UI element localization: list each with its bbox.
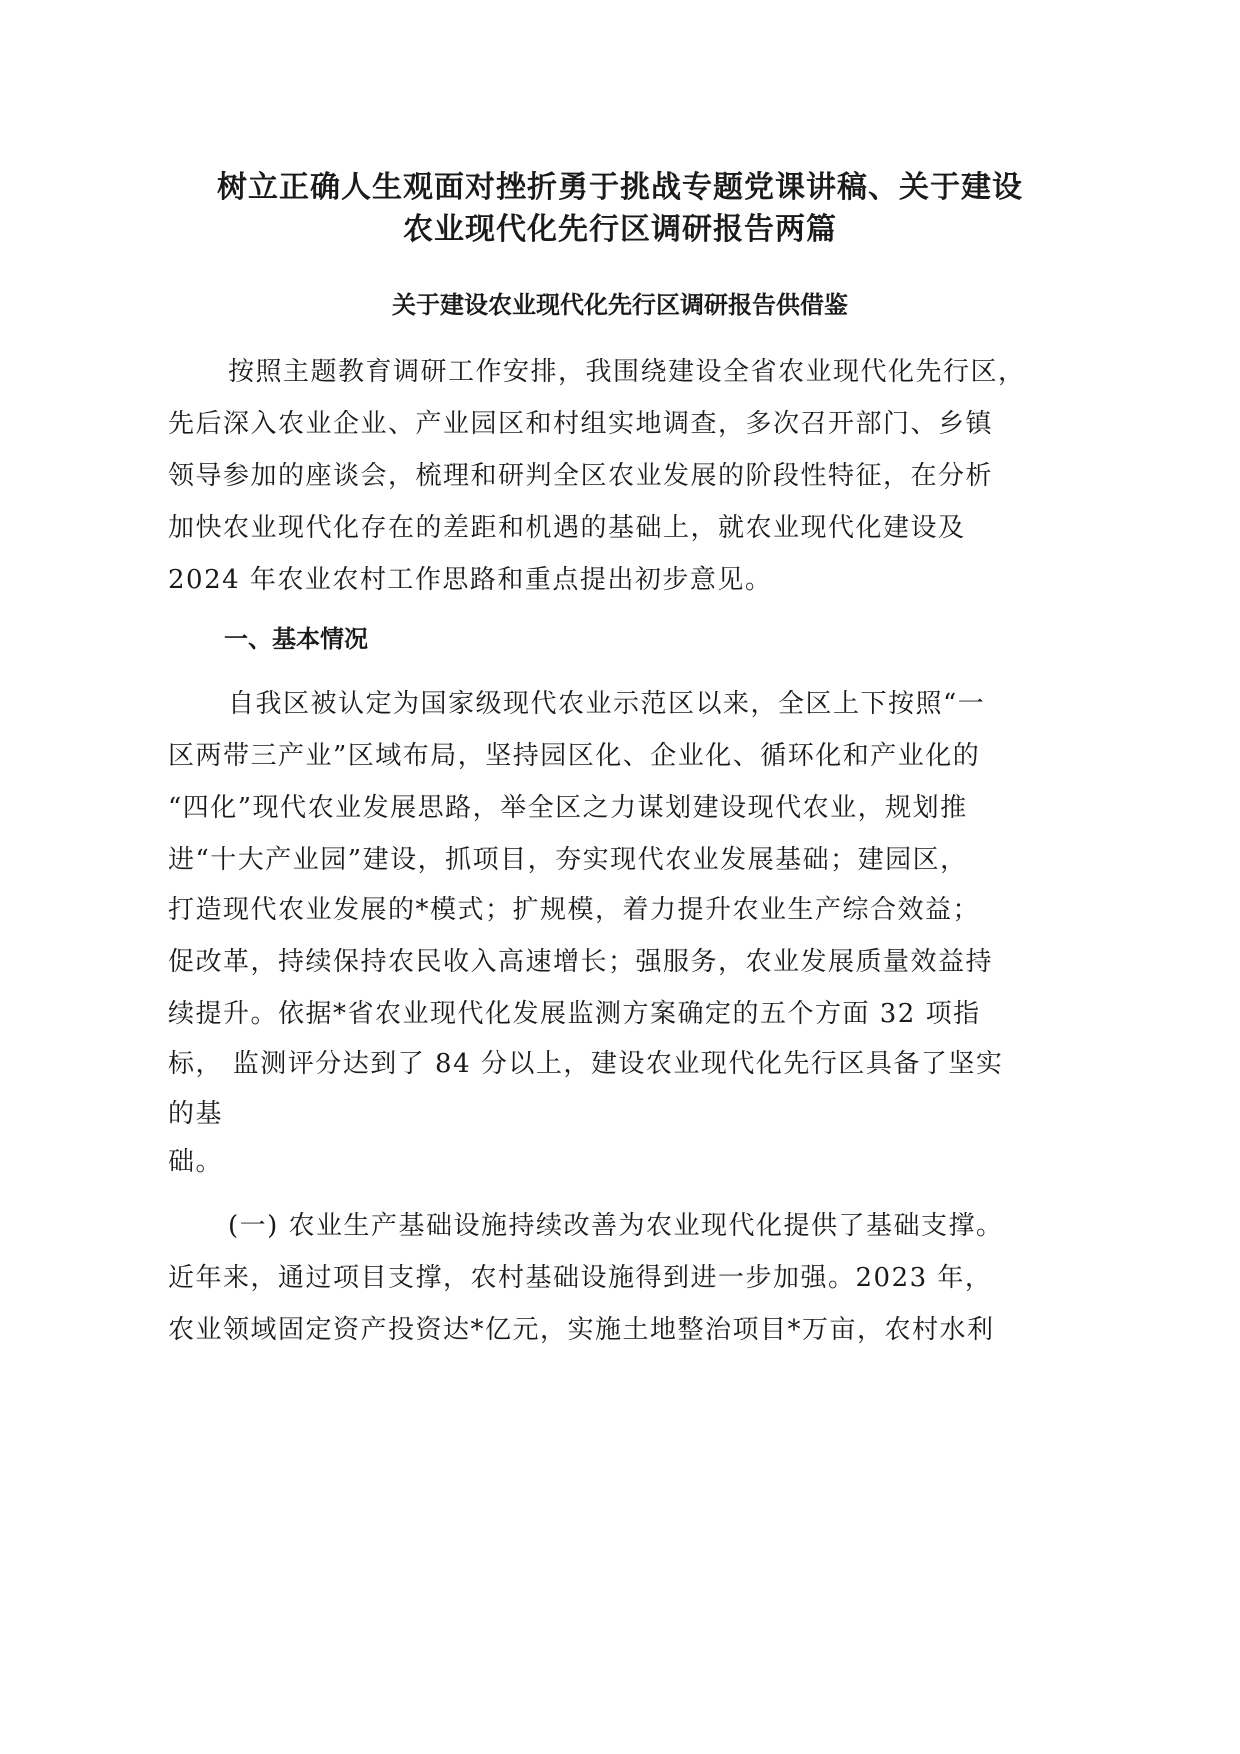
- subsection1-line: 农业领域固定资产投资达*亿元，实施土地整治项目*万亩，农村水利: [168, 1315, 995, 1345]
- document-title-line-2: 农业现代化先行区调研报告两篇: [403, 212, 837, 247]
- section1-line: 础。: [168, 1147, 224, 1177]
- document-subtitle: 关于建设农业现代化先行区调研报告供借鉴: [392, 291, 848, 319]
- intro-line: 领导参加的座谈会，梳理和研判全区农业发展的阶段性特征，在分析: [168, 461, 994, 491]
- subsection1-line: 近年来，通过项目支撑，农村基础设施得到进一步加强。2023 年，: [168, 1263, 993, 1293]
- section-heading-basic-situation: 一、基本情况: [224, 625, 368, 653]
- document-title-line-1: 树立正确人生观面对挫折勇于挑战专题党课讲稿、关于建设: [217, 170, 1023, 205]
- section1-line: “四化”现代农业发展思路，举全区之力谋划建设现代农业，规划推: [168, 793, 968, 823]
- section1-line: 续提升。依据*省农业现代化发展监测方案确定的五个方面 32 项指: [168, 999, 981, 1029]
- section1-line: 区两带三产业”区域布局，坚持园区化、企业化、循环化和产业化的: [168, 741, 981, 771]
- intro-line: 2024 年农业农村工作思路和重点提出初步意见。: [168, 565, 773, 595]
- section1-line: 的基: [168, 1099, 224, 1129]
- intro-line: 先后深入农业企业、产业园区和村组实地调查，多次召开部门、乡镇: [168, 409, 994, 439]
- section1-line: 标， 监测评分达到了 84 分以上，建设农业现代化先行区具备了坚实: [168, 1049, 1004, 1079]
- intro-line: 按照主题教育调研工作安排，我围绕建设全省农业现代化先行区，: [228, 357, 1026, 387]
- section1-line: 促改革，持续保持农民收入高速增长；强服务，农业发展质量效益持: [168, 947, 994, 977]
- section1-line: 自我区被认定为国家级现代农业示范区以来，全区上下按照“一: [228, 689, 986, 719]
- section1-line: 进“十大产业园”建设，抓项目，夯实现代农业发展基础；建园区，: [168, 845, 968, 875]
- intro-line: 加快农业现代化存在的差距和机遇的基础上，就农业现代化建设及: [168, 513, 966, 543]
- section1-line: 打造现代农业发展的*模式；扩规模，着力提升农业生产综合效益；: [168, 895, 981, 925]
- subsection1-line: (一) 农业生产基础设施持续改善为农业现代化提供了基础支撑。: [228, 1211, 1004, 1241]
